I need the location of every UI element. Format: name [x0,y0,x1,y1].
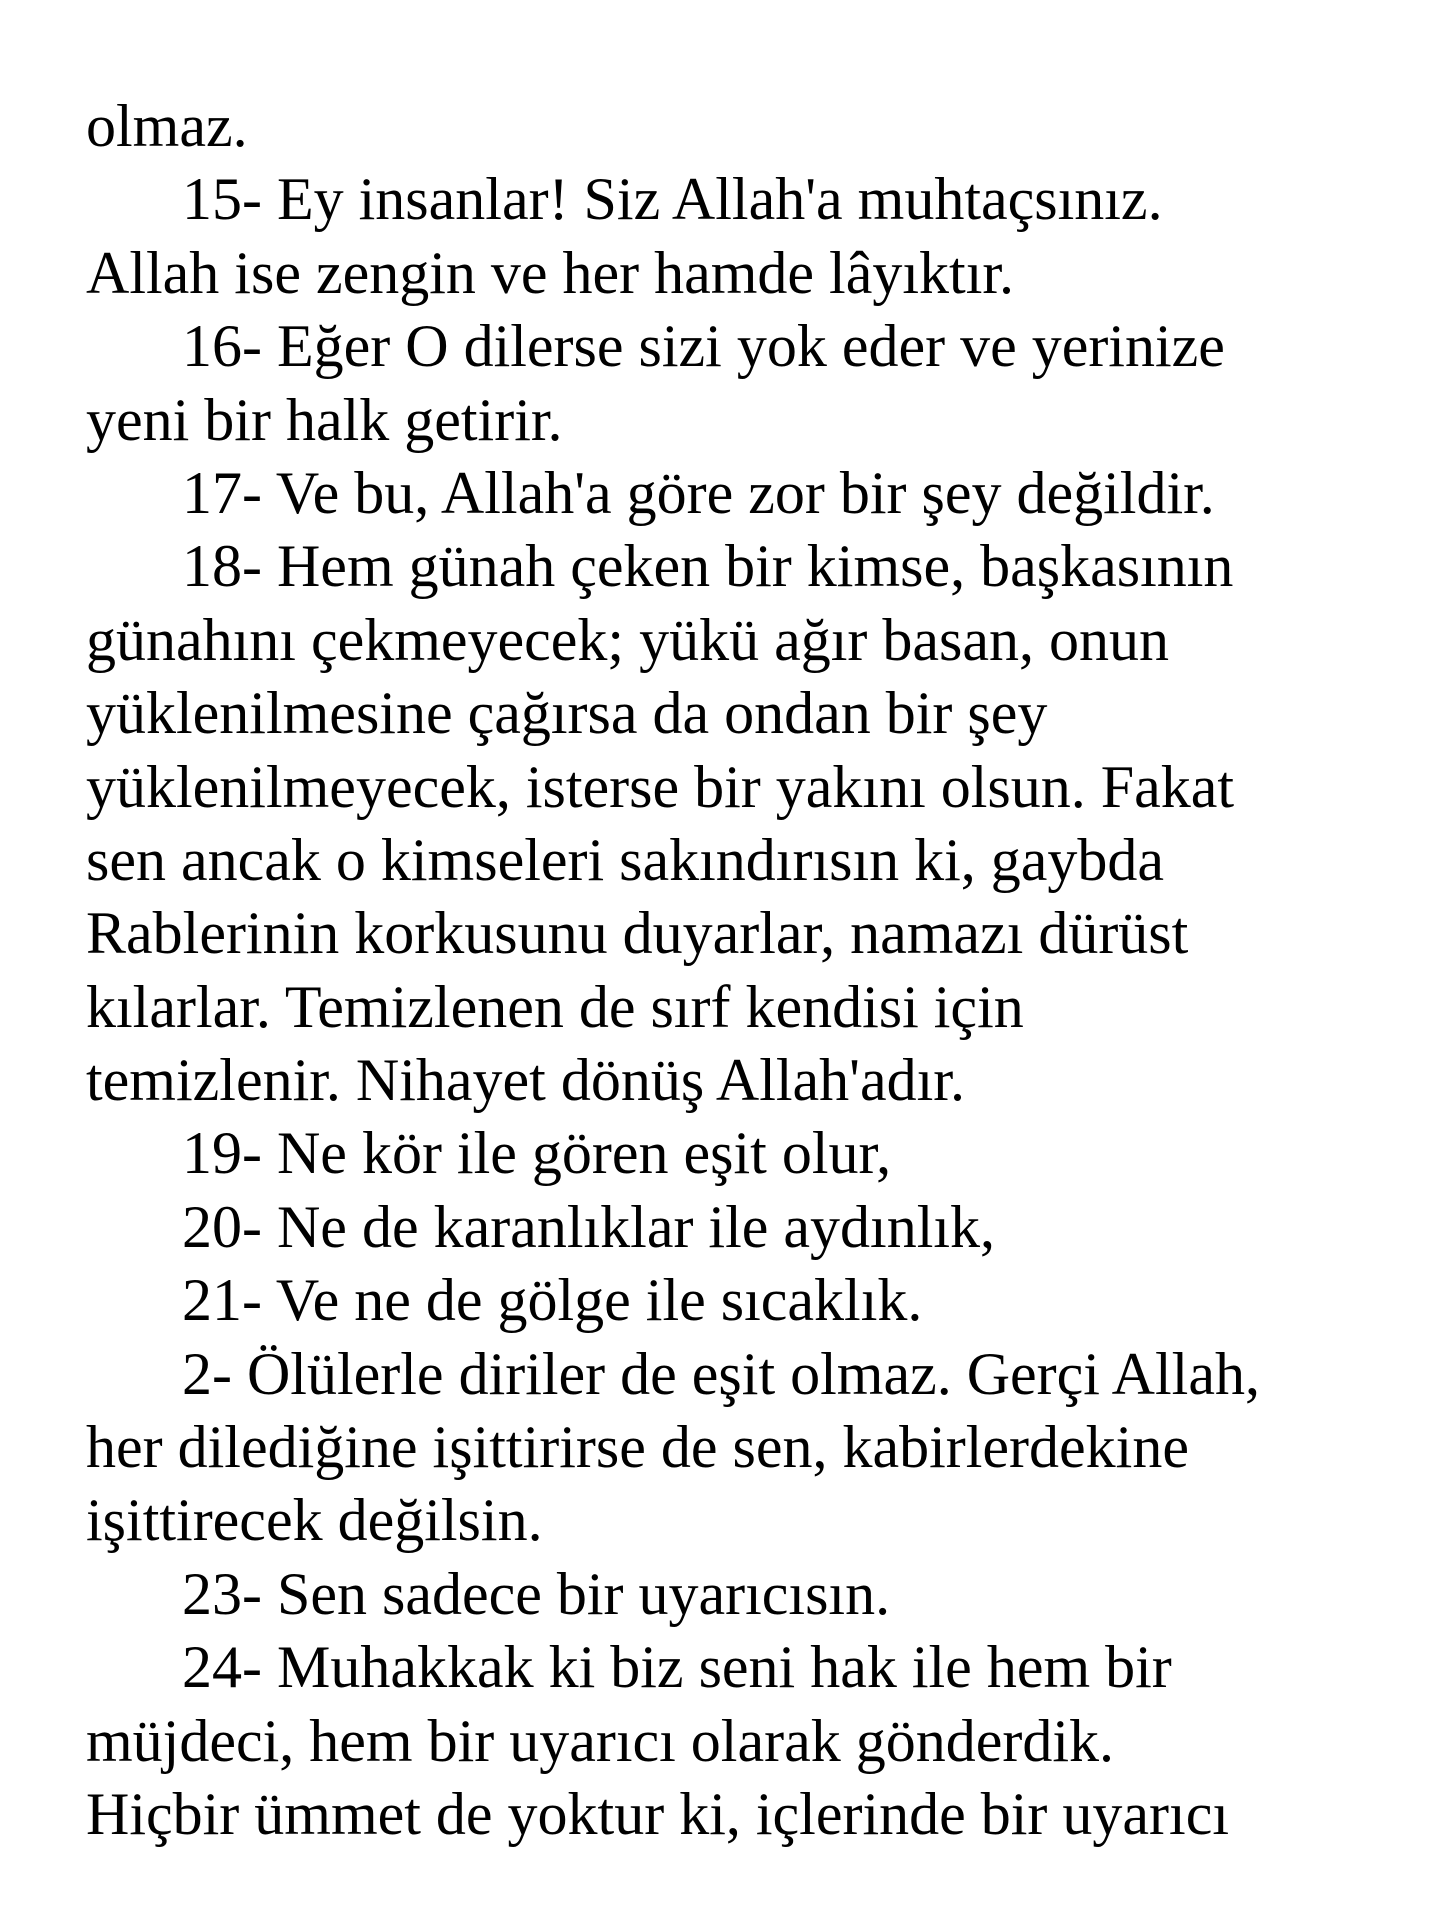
text-line: kılarlar. Temizlenen de sırf kendisi için [86,973,1024,1040]
body-text [86,90,1386,1851]
text-line: 16- Eğer O dilerse sizi yok eder ve yerinize [182,313,1225,380]
text-line: 19- Ne kör ile gören eşit olur, [182,1120,892,1187]
text-line: Allah ise zengin ve her hamde lâyıktır. [86,239,1015,306]
text-line: 24- Muhakkak ki biz seni hak ile hem bir [182,1634,1172,1701]
text-line: yüklenilmeyecek, isterse bir yakını olsun. Fakat [86,753,1235,820]
text-line: günahını çekmeyecek; yükü ağır basan, onun [86,606,1169,673]
text-line: 23- Sen sadece bir uyarıcısın. [182,1560,891,1627]
text-line: Hiçbir ümmet de yoktur ki, içlerinde bir uyarıcı [86,1780,1229,1847]
text-line: müjdeci, hem bir uyarıcı olarak gönderdik. [86,1707,1114,1774]
text-line: 21- Ve ne de gölge ile sıcaklık. [182,1267,923,1334]
text-line: 20- Ne de karanlıklar ile aydınlık, [182,1193,996,1260]
text-line: yeni bir halk getirir. [86,386,563,453]
text-line: Rablerinin korkusunu duyarlar, namazı dürüst [86,900,1189,967]
text-line: 17- Ve bu, Allah'a göre zor bir şey değildir. [182,459,1215,526]
text-line: 2- Ölülerle diriler de eşit olmaz. Gerçi Allah, [182,1340,1260,1407]
text-line: yüklenilmesine çağırsa da ondan bir şey [86,680,1048,747]
text-line: olmaz. [86,93,248,159]
text-line: 15- Ey insanlar! Siz Allah'a muhtaçsınız. [182,166,1163,233]
text-line: işittirecek değilsin. [86,1487,543,1554]
text-line: her dilediğine işittirirse de sen, kabirlerdekine [86,1414,1189,1481]
text-line: sen ancak o kimseleri sakındırısın ki, gaybda [86,826,1165,893]
text-line: 18- Hem günah çeken bir kimse, başkasının [182,533,1234,600]
text-line: temizlenir. Nihayet dönüş Allah'adır. [86,1047,965,1114]
